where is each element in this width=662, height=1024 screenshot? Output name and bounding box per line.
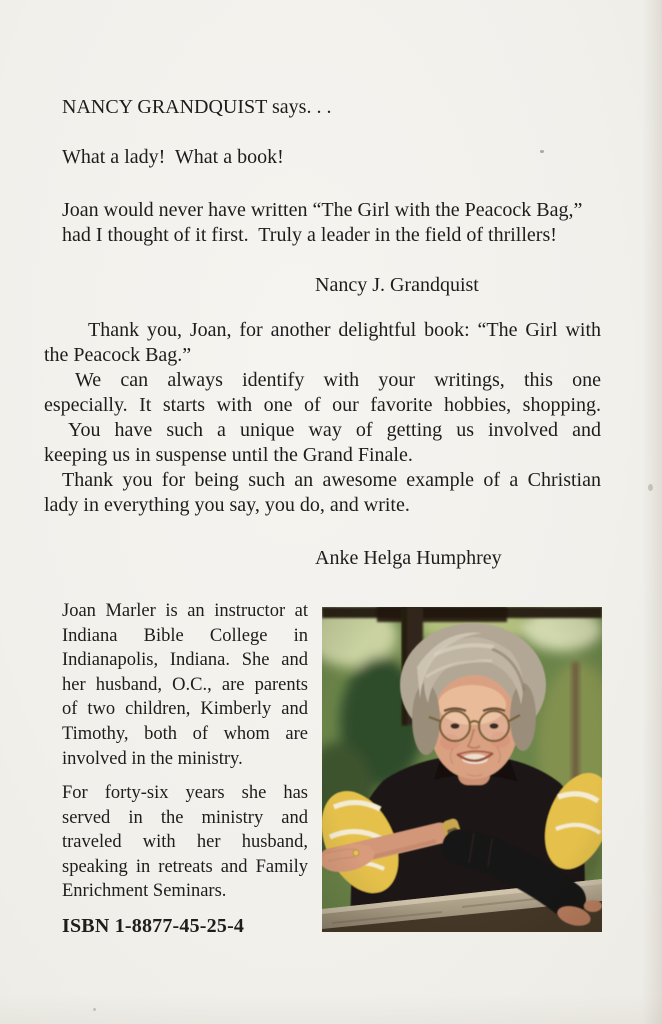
scan-speck bbox=[540, 150, 544, 153]
endorsement-2-line: Thank you for being such an awesome example of a Christian bbox=[62, 469, 601, 491]
isbn: ISBN 1-8877-45-25-4 bbox=[62, 915, 245, 937]
endorsement-1-line: had I thought of it first. Truly a leader in the field of thrillers! bbox=[62, 224, 557, 246]
bio-line: involved in the ministry. bbox=[62, 748, 243, 769]
scan-speck bbox=[648, 484, 653, 491]
bio-line: Indianapolis, Indiana. She and bbox=[62, 650, 308, 671]
endorser-header: NANCY GRANDQUIST says. . . bbox=[62, 96, 332, 118]
endorsement-1-attribution: Nancy J. Grandquist bbox=[315, 274, 479, 296]
endorsement-2-line: lady in everything you say, you do, and write. bbox=[44, 494, 410, 516]
endorsement-2-line: You have such a unique way of getting us involved and bbox=[68, 419, 601, 441]
author-bio-paragraph-1 bbox=[62, 599, 308, 771]
bio-line: of two children, Kimberly and bbox=[62, 699, 308, 720]
scan-speck bbox=[93, 1008, 96, 1011]
author-photo-illustration bbox=[322, 607, 602, 932]
bio-line: Joan Marler is an instructor at bbox=[62, 601, 308, 621]
endorsement-1-line: Joan would never have written “The Girl with the Peacock Bag,” bbox=[62, 199, 583, 221]
bio-line: traveled with her husband, bbox=[62, 832, 308, 853]
bio-line: served in the ministry and bbox=[62, 807, 308, 828]
endorsement-1-body bbox=[62, 198, 582, 248]
photo-vignette bbox=[322, 607, 602, 932]
bio-line: Timothy, both of whom are bbox=[62, 723, 308, 744]
bio-line: For forty-six years she has bbox=[62, 783, 308, 803]
page-bottom-shading bbox=[0, 994, 662, 1024]
endorsement-2-attribution: Anke Helga Humphrey bbox=[315, 547, 502, 569]
endorsement-2-line: We can always identify with your writings, this one bbox=[75, 369, 601, 391]
endorsement-2-line: especially. It starts with one of our favorite hobbies, shopping. bbox=[44, 394, 601, 416]
page-edge-shading bbox=[642, 0, 662, 1024]
endorsement-2-line: the Peacock Bag.” bbox=[44, 344, 192, 366]
endorsement-2-line: keeping us in suspense until the Grand Finale. bbox=[44, 444, 413, 466]
bio-line: Indiana Bible College in bbox=[62, 625, 308, 646]
author-photo bbox=[322, 607, 602, 932]
bio-line: Enrichment Seminars. bbox=[62, 881, 227, 902]
endorsement-exclaim: What a lady! What a book! bbox=[62, 146, 284, 168]
author-bio-paragraph-2 bbox=[62, 781, 308, 904]
endorsement-2-line: Thank you, Joan, for another delightful book: “The Girl with bbox=[88, 319, 601, 341]
bio-line: her husband, O.C., are parents bbox=[62, 674, 308, 695]
bio-line: speaking in retreats and Family bbox=[62, 856, 308, 877]
endorsement-2-body bbox=[44, 318, 601, 518]
